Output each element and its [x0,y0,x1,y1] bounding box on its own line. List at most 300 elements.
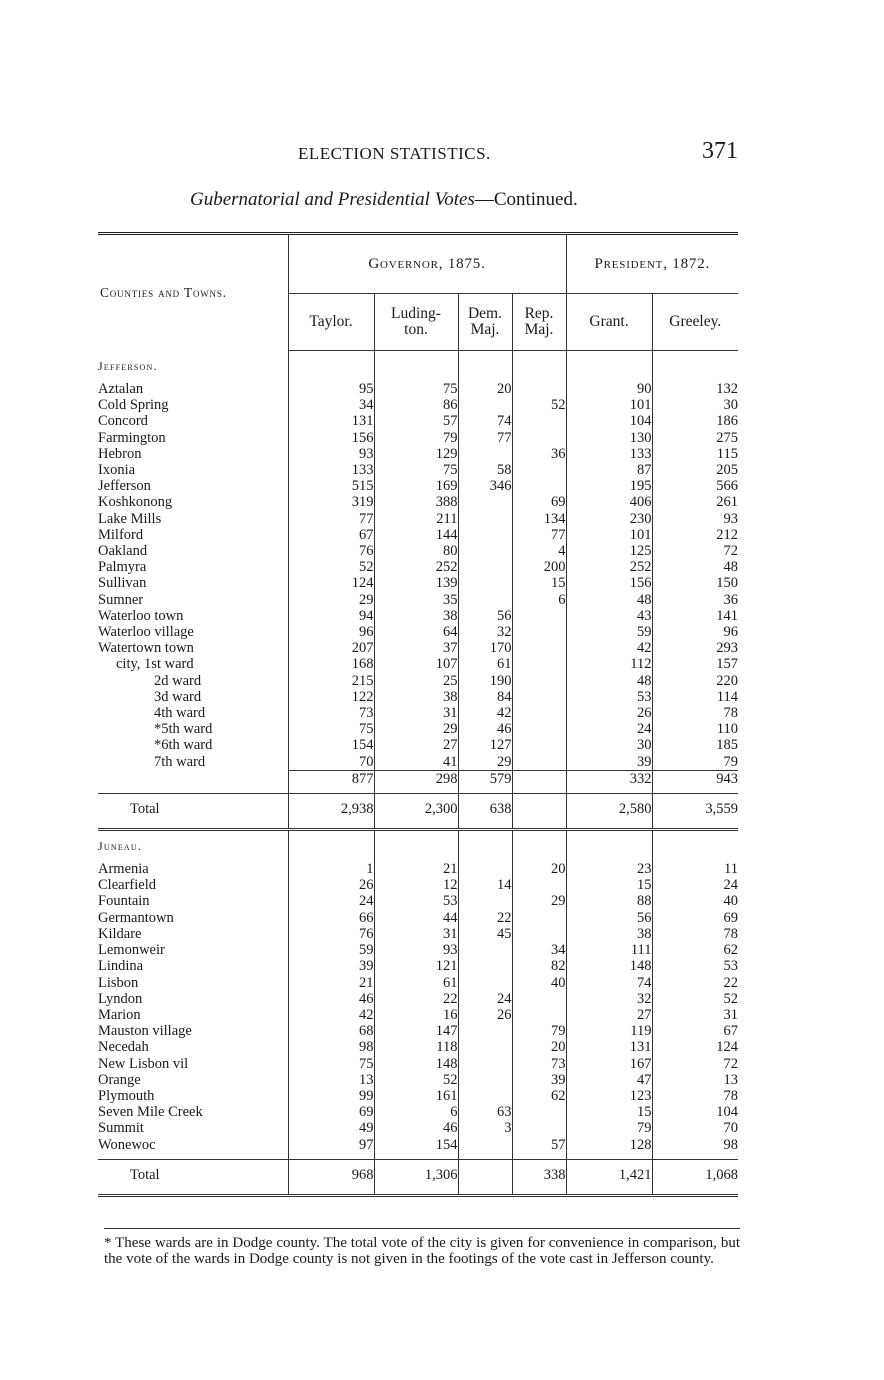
town-name: Oakland [98,543,148,560]
cell-ludington: 35 [374,592,458,608]
cell-dem [458,527,512,543]
cell-grant: 56 [566,910,652,926]
cell-ludington: 80 [374,543,458,559]
subtitle-continued: —Continued. [474,189,578,210]
cell-greeley: 114 [652,689,738,705]
empty-cell [458,830,512,862]
cell-grant: 148 [566,958,652,974]
cell-greeley: 186 [652,413,738,429]
cell-taylor: 29 [288,592,374,608]
cell-dem: 32 [458,624,512,640]
cell-greeley: 79 [652,754,738,771]
cell-grant: 79 [566,1120,652,1136]
cell-greeley: 104 [652,1104,738,1120]
cell-grant: 48 [566,592,652,608]
cell-dem: 14 [458,877,512,893]
town-name: Waterloo town [98,607,184,624]
cell-greeley: 62 [652,942,738,958]
col-header-greeley: Greeley. [652,294,738,351]
cell-rep [512,721,566,737]
cell-dem [458,397,512,413]
cell-grant: 195 [566,478,652,494]
cell-grant: 101 [566,397,652,413]
cell-greeley: 13 [652,1072,738,1088]
cell-rep [512,381,566,397]
cell-taylor: 207 [288,640,374,656]
table-row [98,958,738,974]
cell-ludington: 298 [374,770,458,787]
town-name: Palmyra [98,559,147,576]
cell-rep [512,770,566,787]
cell-ludington: 53 [374,893,458,909]
cell-taylor: 515 [288,478,374,494]
cell-ludington: 118 [374,1039,458,1055]
cell-rep [512,608,566,624]
cell-ludington: 75 [374,462,458,478]
table-row [98,446,738,462]
county-heading: Juneau. [98,838,143,853]
town-name: 4th ward [154,705,206,722]
cell-grant: 30 [566,737,652,753]
cell-ludington: 252 [374,559,458,575]
ward-row [98,721,738,737]
empty-cell [98,1190,288,1196]
cell-ludington: 144 [374,527,458,543]
empty-cell [512,351,566,382]
cell-taylor: 124 [288,575,374,591]
table-row [98,413,738,429]
table-row [98,1104,738,1120]
cell-rep [512,754,566,771]
cell-greeley: 40 [652,893,738,909]
table-row [98,462,738,478]
cell-greeley: 205 [652,462,738,478]
cell-rep [512,737,566,753]
cell-grant: 48 [566,673,652,689]
empty-cell [652,351,738,382]
col-header-grant: Grant. [566,294,652,351]
cell-rep [512,478,566,494]
town-name: Sullivan [98,575,147,592]
cell-greeley: 36 [652,592,738,608]
cell-ludington: 139 [374,575,458,591]
col-header-rep-maj: Rep. Maj. [512,294,566,351]
cell-greeley: 78 [652,705,738,721]
cell-grant: 123 [566,1088,652,1104]
cell-rep: 34 [512,942,566,958]
cell-rep [512,1007,566,1023]
table-row [98,893,738,909]
cell-greeley: 22 [652,975,738,991]
total-greeley: 3,559 [652,794,738,825]
cell-grant: 111 [566,942,652,958]
cell-greeley: 293 [652,640,738,656]
footnote-text: * These wards are in Dodge county. The total vote of the city is given for convenience in comparison, but the vote of the wards in Dodge county is not given in the footings of the vote cast in Jefferson county. [104,1235,740,1267]
cell-greeley: 220 [652,673,738,689]
cell-rep: 200 [512,559,566,575]
cell-ludington: 38 [374,608,458,624]
table-row [98,543,738,559]
table-row [98,1088,738,1104]
cell-grant: 156 [566,575,652,591]
cell-dem: 579 [458,770,512,787]
cell-dem: 45 [458,926,512,942]
total-label: Total [130,800,160,817]
cell-ludington: 86 [374,397,458,413]
cell-ludington: 388 [374,494,458,510]
cell-rep: 4 [512,543,566,559]
total-dem [458,1159,512,1190]
table-row [98,975,738,991]
cell-rep [512,910,566,926]
cell-ludington: 147 [374,1023,458,1039]
cell-grant: 125 [566,543,652,559]
cell-grant: 130 [566,430,652,446]
cell-dem: 58 [458,462,512,478]
cell-taylor: 1 [288,861,374,877]
election-table [98,232,738,1197]
cell-ludington: 27 [374,737,458,753]
table-row [98,942,738,958]
town-name: Marion [98,1006,141,1023]
total-ludington: 2,300 [374,794,458,825]
town-name: Ixonia [98,462,136,479]
cell-grant: 15 [566,1104,652,1120]
town-name: Lyndon [98,990,143,1007]
cell-grant: 167 [566,1056,652,1072]
empty-cell [652,1190,738,1196]
cell-taylor: 39 [288,958,374,974]
empty-cell [288,1190,374,1196]
cell-taylor: 42 [288,1007,374,1023]
town-name: Armenia [98,861,149,878]
cell-greeley: 110 [652,721,738,737]
cell-dem: 84 [458,689,512,705]
cell-taylor: 99 [288,1088,374,1104]
cell-ludington: 211 [374,511,458,527]
cell-greeley: 566 [652,478,738,494]
county-heading-row [98,351,738,382]
cell-rep: 73 [512,1056,566,1072]
empty-cell [566,830,652,862]
empty-cell [288,830,374,862]
cell-ludington: 6 [374,1104,458,1120]
cell-ludington: 38 [374,689,458,705]
table-row [98,527,738,543]
total-rep [512,794,566,825]
cell-taylor: 94 [288,608,374,624]
town-name: Clearfield [98,877,156,894]
cell-dem [458,543,512,559]
total-ludington: 1,306 [374,1159,458,1190]
town-name: city, 1st ward [116,656,194,673]
cell-taylor: 76 [288,543,374,559]
cell-greeley: 93 [652,511,738,527]
table-row [98,592,738,608]
empty-cell [458,1190,512,1196]
cell-grant: 131 [566,1039,652,1055]
empty-cell [458,351,512,382]
cell-taylor: 877 [288,770,374,787]
cell-dem: 56 [458,608,512,624]
cell-ludington: 75 [374,381,458,397]
town-name: Farmington [98,429,166,446]
cell-taylor: 131 [288,413,374,429]
cell-grant: 74 [566,975,652,991]
cell-ludington: 21 [374,861,458,877]
table-row [98,1120,738,1136]
table-row [98,608,738,624]
cell-dem: 127 [458,737,512,753]
col-header-taylor: Taylor. [288,294,374,351]
town-name: Seven Mile Creek [98,1104,203,1121]
cell-rep [512,877,566,893]
cell-ludington: 107 [374,656,458,672]
cell-greeley: 24 [652,877,738,893]
cell-grant: 26 [566,705,652,721]
cell-ludington: 57 [374,413,458,429]
town-name: 3d ward [154,688,202,705]
table-row [98,511,738,527]
total-greeley: 1,068 [652,1159,738,1190]
cell-rep: 20 [512,1039,566,1055]
cell-grant: 15 [566,877,652,893]
page-header [98,138,738,168]
cell-grant: 104 [566,413,652,429]
cell-dem: 61 [458,656,512,672]
cell-taylor: 98 [288,1039,374,1055]
cell-dem: 3 [458,1120,512,1136]
cell-taylor: 13 [288,1072,374,1088]
cell-greeley: 150 [652,575,738,591]
cell-rep [512,624,566,640]
cell-ludington: 12 [374,877,458,893]
table-row [98,381,738,397]
table-row [98,1137,738,1153]
cell-grant: 32 [566,991,652,1007]
town-name: Sumner [98,591,144,608]
total-row [98,1159,738,1190]
cell-greeley: 157 [652,656,738,672]
county-heading: Jefferson. [98,358,158,373]
cell-grant: 230 [566,511,652,527]
county-heading-row [98,830,738,862]
cell-rep [512,1104,566,1120]
ward-row [98,656,738,672]
cell-rep: 29 [512,893,566,909]
cell-rep: 79 [512,1023,566,1039]
governor-group-header: Governor, 1875. [288,234,566,294]
total-taylor: 2,938 [288,794,374,825]
table-row [98,397,738,413]
empty-cell [374,1190,458,1196]
total-dem: 638 [458,794,512,825]
cell-grant: 88 [566,893,652,909]
cell-dem [458,1023,512,1039]
cell-greeley: 11 [652,861,738,877]
cell-greeley: 132 [652,381,738,397]
cell-taylor: 133 [288,462,374,478]
cell-dem: 346 [458,478,512,494]
cell-taylor: 122 [288,689,374,705]
cell-taylor: 93 [288,446,374,462]
cell-rep [512,673,566,689]
cell-greeley: 31 [652,1007,738,1023]
cell-ludington: 169 [374,478,458,494]
cell-taylor: 34 [288,397,374,413]
cell-ludington: 46 [374,1120,458,1136]
cell-taylor: 319 [288,494,374,510]
cell-dem: 46 [458,721,512,737]
cell-ludington: 52 [374,1072,458,1088]
cell-rep: 57 [512,1137,566,1153]
cell-ludington: 41 [374,754,458,771]
table-row [98,494,738,510]
cell-greeley: 78 [652,1088,738,1104]
table-row [98,624,738,640]
cell-rep: 39 [512,1072,566,1088]
cell-dem: 22 [458,910,512,926]
cell-greeley: 48 [652,559,738,575]
town-name: New Lisbon vil [98,1055,189,1072]
cell-grant: 128 [566,1137,652,1153]
town-name: Aztalan [98,381,144,397]
empty-cell [512,830,566,862]
cell-taylor: 46 [288,991,374,1007]
empty-cell [374,830,458,862]
cell-grant: 47 [566,1072,652,1088]
town-name: *6th ward [154,737,213,754]
cell-grant: 101 [566,527,652,543]
cell-dem [458,511,512,527]
cell-rep: 36 [512,446,566,462]
total-rep: 338 [512,1159,566,1190]
subtotal-row [98,770,738,787]
cell-greeley: 141 [652,608,738,624]
town-name: Hebron [98,445,142,462]
cell-taylor: 97 [288,1137,374,1153]
cell-dem: 77 [458,430,512,446]
town-name: Concord [98,413,148,430]
cell-taylor: 73 [288,705,374,721]
ward-row [98,737,738,753]
cell-grant: 119 [566,1023,652,1039]
cell-taylor: 66 [288,910,374,926]
cell-taylor: 49 [288,1120,374,1136]
town-name: Milford [98,526,144,543]
table-row [98,926,738,942]
cell-greeley: 72 [652,1056,738,1072]
cell-ludington: 44 [374,910,458,926]
cell-rep: 40 [512,975,566,991]
cell-rep [512,413,566,429]
table-body [98,351,738,1196]
cell-ludington: 154 [374,1137,458,1153]
town-name: Summit [98,1120,144,1137]
cell-ludington: 37 [374,640,458,656]
empty-cell [288,351,374,382]
cell-grant: 27 [566,1007,652,1023]
cell-dem [458,1039,512,1055]
running-title: ELECTION STATISTICS. [298,144,491,163]
cell-ludington: 148 [374,1056,458,1072]
cell-taylor: 95 [288,381,374,397]
cell-ludington: 29 [374,721,458,737]
cell-greeley: 943 [652,770,738,787]
cell-rep [512,430,566,446]
cell-rep [512,640,566,656]
cell-dem: 29 [458,754,512,771]
town-name: 2d ward [154,672,202,689]
town-name: Orange [98,1071,141,1088]
cell-taylor: 69 [288,1104,374,1120]
cell-grant: 53 [566,689,652,705]
cell-grant: 332 [566,770,652,787]
table-row [98,910,738,926]
cell-rep: 6 [512,592,566,608]
cell-ludington: 22 [374,991,458,1007]
cell-rep [512,462,566,478]
town-name: Watertown town [98,640,194,657]
cell-grant: 133 [566,446,652,462]
footnote [104,1228,740,1267]
cell-grant: 59 [566,624,652,640]
town-name: *5th ward [154,721,213,738]
town-name: Lisbon [98,974,139,991]
cell-dem [458,1056,512,1072]
cell-rep: 134 [512,511,566,527]
table-row [98,991,738,1007]
table-row [98,877,738,893]
cell-taylor: 26 [288,877,374,893]
table-row [98,861,738,877]
cell-dem [458,575,512,591]
cell-dem: 74 [458,413,512,429]
cell-greeley: 69 [652,910,738,926]
cell-ludington: 129 [374,446,458,462]
cell-grant: 39 [566,754,652,771]
cell-dem [458,446,512,462]
total-taylor: 968 [288,1159,374,1190]
col-header-ludington: Luding- ton. [374,294,458,351]
cell-rep [512,689,566,705]
cell-dem [458,592,512,608]
row-header: Counties and Towns. [100,284,227,300]
cell-grant: 90 [566,381,652,397]
empty-cell [566,351,652,382]
town-name: Fountain [98,893,150,910]
cell-ludington: 121 [374,958,458,974]
cell-ludington: 25 [374,673,458,689]
cell-dem [458,559,512,575]
cell-grant: 24 [566,721,652,737]
town-name: Cold Spring [98,397,169,414]
cell-greeley: 96 [652,624,738,640]
cell-dem [458,494,512,510]
town-name: Plymouth [98,1087,155,1104]
cell-taylor: 215 [288,673,374,689]
table-row [98,1056,738,1072]
cell-rep: 69 [512,494,566,510]
town-name: Koshkonong [98,494,173,511]
cell-greeley: 67 [652,1023,738,1039]
cell-rep [512,1120,566,1136]
page-number: 371 [702,138,738,164]
table-row [98,1023,738,1039]
table-row [98,1007,738,1023]
town-name: Necedah [98,1039,149,1056]
cell-greeley: 72 [652,543,738,559]
